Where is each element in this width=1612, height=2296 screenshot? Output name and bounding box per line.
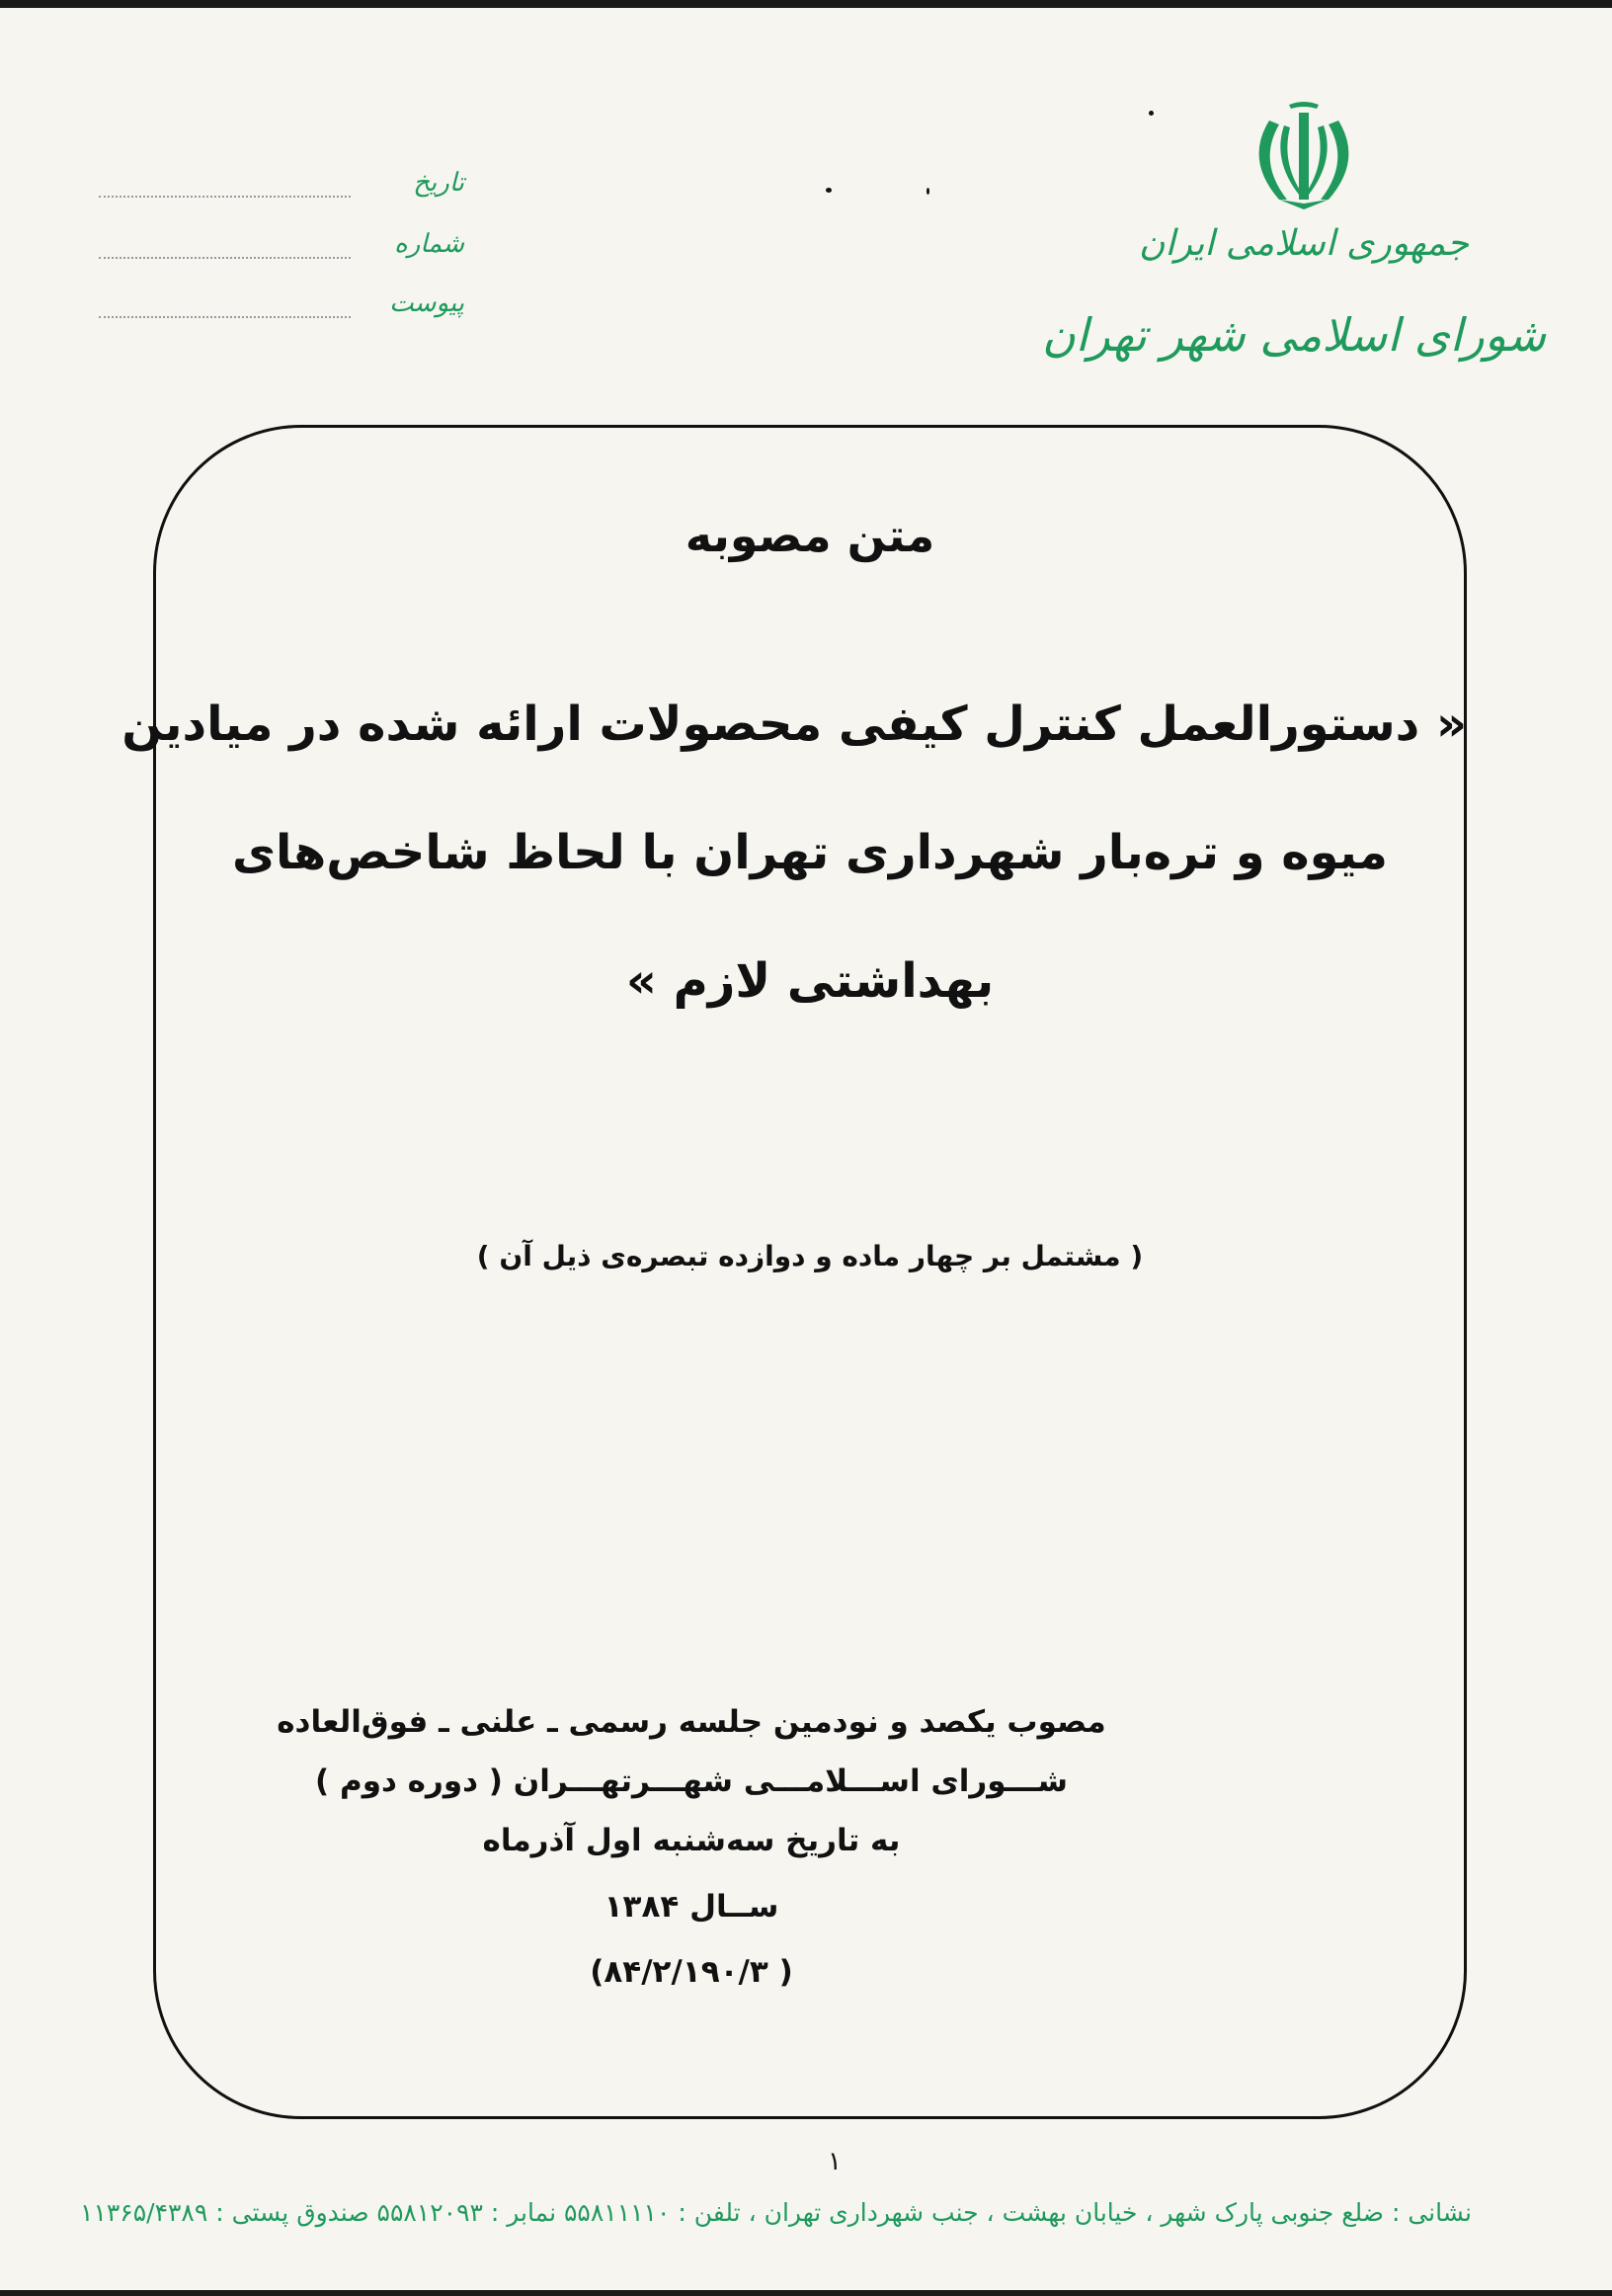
approval-reference: ( ۸۴/۲/۱۹۰/۳) [590,1954,793,1990]
approval-line-1: مصوب یکصد و نودمین جلسه رسمی ـ علنی ـ فوق‌العاده [277,1704,1106,1740]
attachment-label: پیوست [389,288,464,318]
scan-speck [927,188,929,195]
scan-edge-bottom [0,2290,1612,2296]
date-field [99,168,464,207]
date-line [99,196,351,198]
number-line [99,257,351,259]
iran-emblem-logo [1240,91,1368,219]
number-label: شماره [394,229,464,259]
footer-address: نشانی : ضلع جنوبی پارک شهر ، خیابان بهشت ، جنب شهرداری تهران ، تلفن : ۵۵۸۱۱۱۱۰ نمابر : ۵۵۸۱۲۰۹۳ صندوق پستی : ۱۱۳۶۵/۴۳۸۹ [80,2198,1472,2227]
council-name: شورای اسلامی شهر تهران [1042,308,1546,362]
date-label: تاریخ [413,168,464,198]
document-subtitle: ( مشتمل بر چهار ماده و دوازده تبصره‌ی ذیل آن ) [476,1240,1144,1272]
approval-line-2: شـــورای اســـلامـــی شهـــرتهـــران ( دوره دوم ) [315,1763,1068,1799]
approval-line-3: به تاریخ سه‌شنبه اول آذرماه [482,1823,901,1858]
country-name: جمهوری اسلامی ایران [1139,223,1469,264]
approval-year: ســال ۱۳۸۴ [604,1889,779,1925]
title-line-1: « دستورالعمل کنترل کیفی محصولات ارائه شده در میادین [121,697,1467,752]
scan-speck [826,188,832,193]
title-line-3: بهداشتی لازم » [625,953,995,1009]
page-number: ۱ [828,2147,842,2176]
scan-speck [1149,111,1154,116]
document-heading: متن مصوبه [685,509,935,562]
attachment-field [99,288,464,328]
scan-edge-top [0,0,1612,8]
attachment-line [99,316,351,318]
number-field [99,229,464,269]
title-line-2: میوه و تره‌بار شهرداری تهران با لحاظ شاخص‌های [231,825,1389,880]
